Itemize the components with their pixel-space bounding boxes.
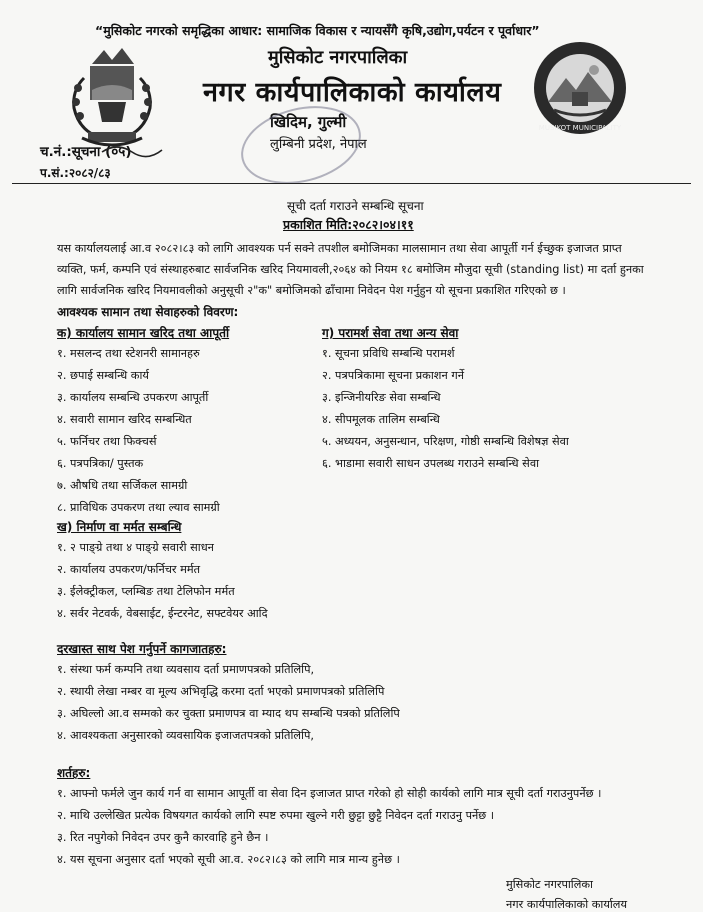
list-item: ५. अध्ययन, अनुसन्धान, परिक्षण, गोष्ठी सम्बन्धि विशेषज्ञ सेवा xyxy=(322,435,569,448)
list-item: १. आफ्नो फर्मले जुन कार्य गर्न वा सामान आपूर्ती वा सेवा दिन इजाजत प्राप्त गरेको हो सोही कार्यको लागि मात्र सूची दर्ता गराउनुपर्नेछ । xyxy=(57,787,602,800)
list-item: ३. ईलेक्ट्रीकल, प्लम्बिङ तथा टेलिफोन मर्मत xyxy=(57,585,235,598)
signatory-line1: मुसिकोट नगरपालिका xyxy=(506,878,593,891)
required-heading: आवश्यक सामान तथा सेवाहरुको विवरण: xyxy=(57,305,239,319)
section-ka-heading: क) कार्यालय सामान खरिद तथा आपूर्ती xyxy=(57,326,230,340)
handwritten-scribble xyxy=(62,138,182,160)
list-item: ३. कार्यालय सम्बन्धि उपकरण आपूर्ती xyxy=(57,391,209,404)
notice-title: सूची दर्ता गराउने सम्बन्धि सूचना xyxy=(287,199,424,213)
municipality-name: मुसिकोट नगरपालिका xyxy=(268,47,408,68)
list-item: ४. यस सूचना अनुसार दर्ता भएको सूची आ.व. २०८२।८३ को लागि मात्र मान्य हुनेछ । xyxy=(57,853,400,866)
letter-number: च.नं.:सूचना (०५) xyxy=(40,144,132,160)
paragraph-line: व्यक्ति, फर्म, कम्पनि एवं संस्थाहरुबाट सार्वजनिक खरिद नियमावली,२०६४ को नियम १८ बमोजिम मौजुदा सूची (standing list) मा दर्ता हुनका xyxy=(57,263,644,276)
header-divider xyxy=(12,183,691,184)
section-kha-heading: ख) निर्माण वा मर्मत सम्बन्धि xyxy=(57,520,182,534)
list-item: ३. अघिल्लो आ.व सम्मको कर चुक्ता प्रमाणपत्र वा म्याद थप सम्बन्धि पत्रको प्रतिलिपि xyxy=(57,707,400,720)
motto: “मुसिकोट नगरको समृद्धिका आधार: सामाजिक विकास र न्यायसँगै कृषि,उद्योग,पर्यटन र पूर्वाधार” xyxy=(95,23,540,38)
location-line1: खिदिम, गुल्मी xyxy=(270,113,347,131)
list-item: ४. सवारी सामान खरिद सम्बन्धित xyxy=(57,413,192,426)
list-item: ३. इन्जिनीयरिङ सेवा सम्बन्धि xyxy=(322,391,441,404)
list-item: ४. आवश्यकता अनुसारको व्यवसायिक इजाजतपत्रको प्रतिलिपि, xyxy=(57,729,314,742)
conditions-heading: शर्तहरु: xyxy=(57,766,91,780)
list-item: ६. पत्रपत्रिका/ पुस्तक xyxy=(57,457,144,470)
nepal-emblem-logo xyxy=(62,40,162,152)
logo-caption: MUSIKOT MUNICIPALITY xyxy=(538,124,622,132)
section-ga-heading: ग) परामर्श सेवा तथा अन्य सेवा xyxy=(322,326,459,340)
published-date: प्रकाशित मिति:२०८२।०४।११ xyxy=(283,217,414,232)
list-item: ७. औषधि तथा सर्जिकल सामग्री xyxy=(57,479,188,492)
list-item: ४. सर्वर नेटवर्क, वेबसाईट, ईन्टरनेट, सफ्टवेयर आदि xyxy=(57,607,268,620)
musikot-municipality-logo xyxy=(532,40,628,136)
list-item: १. संस्था फर्म कम्पनि तथा व्यवसाय दर्ता प्रमाणपत्रको प्रतिलिपि, xyxy=(57,663,315,676)
office-name: नगर कार्यपालिकाको कार्यालय xyxy=(203,77,502,108)
list-item: २. पत्रपत्रिकामा सूचना प्रकाशन गर्ने xyxy=(322,369,464,382)
paragraph-line: यस कार्यालयलाई आ.व २०८२।८३ को लागि आवश्यक पर्न सक्ने तपशील बमोजिमका मालसामान तथा सेवा आपूर्ती गर्न ईच्छुक इजाजत प्राप्त xyxy=(57,242,622,255)
notice-paragraph xyxy=(57,238,657,301)
signatory-line2: नगर कार्यपालिकाको कार्यालय xyxy=(506,898,628,911)
documents-heading: दरखास्त साथ पेश गर्नुपर्ने कागजातहरु: xyxy=(57,642,227,656)
list-item: २. कार्यालय उपकरण/फर्निचर मर्मत xyxy=(57,563,201,576)
paragraph-line: लागि सार्वजनिक खरिद नियमावलीको अनुसूची २"क" बमोजिमको ढाँचामा निवेदन पेश गर्नुहुन यो सूचना प्रकाशित गरिएको छ । xyxy=(57,284,566,297)
location-line2: लुम्बिनी प्रदेश, नेपाल xyxy=(270,137,367,152)
list-item: ५. फर्निचर तथा फिक्चर्स xyxy=(57,435,157,448)
list-item: १. मसलन्द तथा स्टेशनरी सामानहरु xyxy=(57,347,200,360)
list-item: १. सूचना प्रविधि सम्बन्धि परामर्श xyxy=(322,347,455,360)
letter-reference: प.सं.:२०८२/८३ xyxy=(40,166,111,180)
list-item: २. माथि उल्लेखित प्रत्येक विषयगत कार्यको लागि स्पष्ट रुपमा खुल्ने गरी छुट्टा छुट्टै निवेदन दर्ता गराउनु पर्नेछ । xyxy=(57,809,495,822)
list-item: १. २ पाङ्ग्रे तथा ४ पाङ्ग्रे सवारी साधन xyxy=(57,541,214,554)
list-item: ६. भाडामा सवारी साधन उपलब्ध गराउने सम्बन्धि सेवा xyxy=(322,457,540,470)
list-item: २. स्थायी लेखा नम्बर वा मूल्य अभिवृद्धि करमा दर्ता भएको प्रमाणपत्रको प्रतिलिपि xyxy=(57,685,385,698)
list-item: ४. सीपमूलक तालिम सम्बन्धि xyxy=(322,413,440,426)
office-stamp xyxy=(233,94,369,195)
list-item: ३. रित नपुगेको निवेदन उपर कुनै कारवाहि हुने छैन । xyxy=(57,831,269,844)
list-item: २. छपाई सम्बन्धि कार्य xyxy=(57,369,149,382)
list-item: ८. प्राविधिक उपकरण तथा ल्याव सामग्री xyxy=(57,501,220,514)
